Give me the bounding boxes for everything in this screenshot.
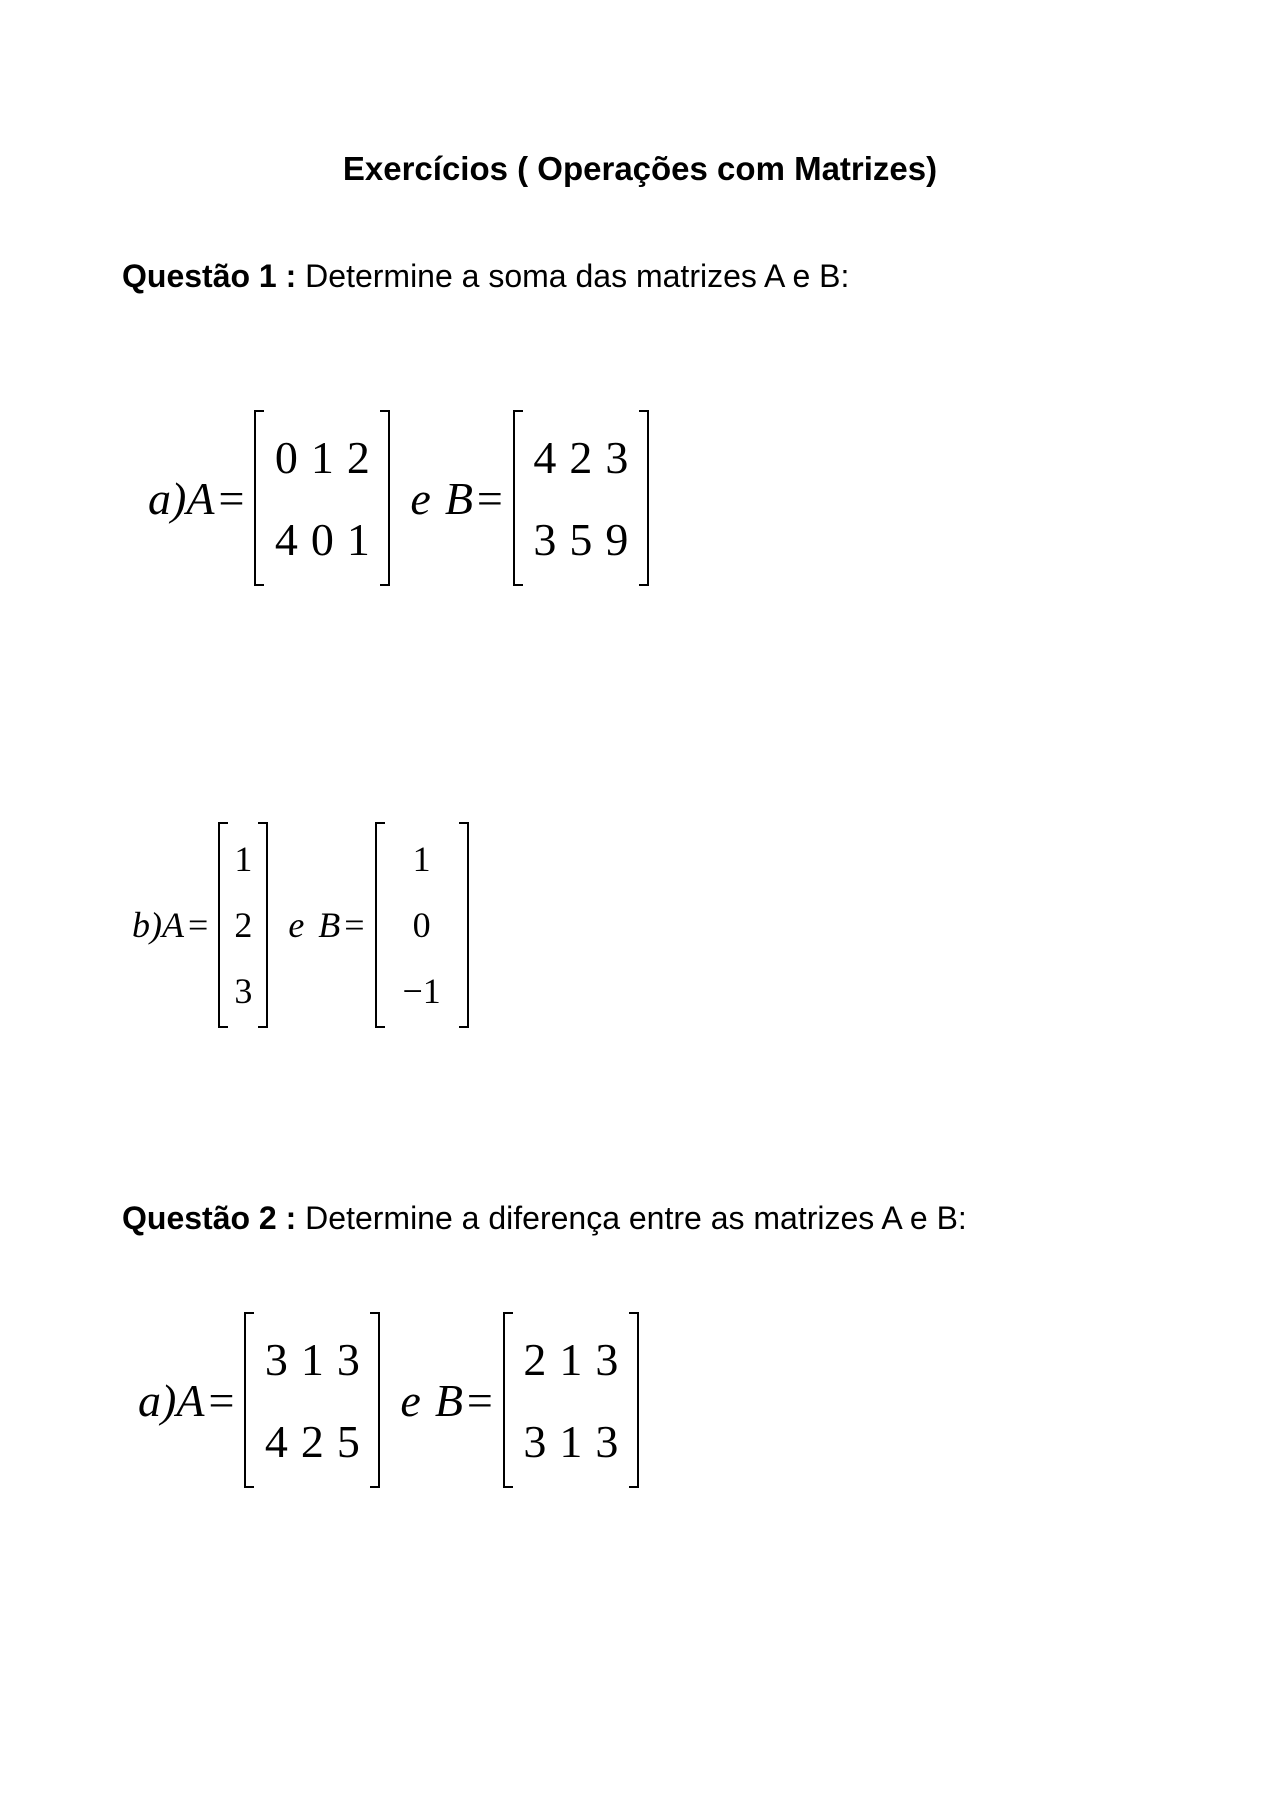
matrix-row <box>268 498 376 580</box>
matrix-cell: 5 <box>569 513 593 565</box>
matrix-cell: 0 <box>274 431 298 483</box>
item-b-prefix: b) <box>132 905 162 945</box>
question-2 <box>122 1200 967 1237</box>
matrix-row <box>230 958 256 1024</box>
question-1-label: Questão 1 : <box>122 258 297 294</box>
question-1-item-a <box>148 410 655 586</box>
matrix-a-name: A <box>186 472 215 524</box>
question-1-text: Determine a soma das matrizes A e B: <box>305 258 850 294</box>
matrix-cell: 1 <box>559 1333 583 1385</box>
matrix-cell: 2 <box>569 431 593 483</box>
matrix-cell: 3 <box>605 431 629 483</box>
question-1 <box>122 258 849 295</box>
question-2-text: Determine a diferença entre as matrizes A e B: <box>305 1200 967 1236</box>
matrix-row <box>387 958 457 1024</box>
matrix-cell: 1 <box>412 839 431 879</box>
matrix-cell: 2 <box>234 905 253 945</box>
conjunction: e <box>400 1374 421 1426</box>
matrix-row <box>258 1318 366 1400</box>
matrix-cell: 2 <box>346 431 370 483</box>
equals-sign: = <box>476 472 503 524</box>
matrix-cell: 9 <box>605 513 629 565</box>
matrix-a <box>254 410 390 586</box>
matrix-cell: 3 <box>264 1333 288 1385</box>
matrix-a <box>244 1312 380 1488</box>
matrix-cell: 1 <box>559 1415 583 1467</box>
equals-sign: = <box>466 1374 493 1426</box>
matrix-b <box>513 410 649 586</box>
matrix-row <box>230 826 256 892</box>
matrix-cell: 4 <box>533 431 557 483</box>
matrix-cell: 4 <box>264 1415 288 1467</box>
matrix-cell: 1 <box>300 1333 324 1385</box>
matrix-cell: 3 <box>523 1415 547 1467</box>
matrix-b-name: B <box>434 1374 463 1426</box>
matrix-cell: 0 <box>310 513 334 565</box>
question-2-item-a <box>138 1312 645 1488</box>
matrix-cell: 3 <box>595 1333 619 1385</box>
matrix-cell: 5 <box>336 1415 360 1467</box>
matrix-row <box>527 498 635 580</box>
question-2-label: Questão 2 : <box>122 1200 297 1236</box>
matrix-a-name: A <box>162 905 184 945</box>
matrix-cell: −1 <box>402 971 441 1011</box>
equals-sign: = <box>208 1374 235 1426</box>
item-a-prefix: a) <box>148 472 187 524</box>
matrix-b-name: B <box>444 472 473 524</box>
equals-sign: = <box>188 905 209 945</box>
conjunction: e <box>288 905 305 945</box>
matrix-cell: 0 <box>412 905 431 945</box>
matrix-cell: 1 <box>346 513 370 565</box>
matrix-cell: 2 <box>300 1415 324 1467</box>
item-a-prefix: a) <box>138 1374 177 1426</box>
matrix-b-name: B <box>318 905 341 945</box>
matrix-row <box>517 1318 625 1400</box>
matrix-cell: 3 <box>595 1415 619 1467</box>
question-1-item-b <box>132 822 475 1028</box>
conjunction: e <box>410 472 431 524</box>
matrix-row <box>527 416 635 498</box>
matrix-cell: 3 <box>336 1333 360 1385</box>
matrix-row <box>230 892 256 958</box>
matrix-cell: 1 <box>310 431 334 483</box>
matrix-a <box>218 822 268 1028</box>
matrix-cell: 3 <box>234 971 253 1011</box>
matrix-cell: 3 <box>533 513 557 565</box>
matrix-row <box>517 1400 625 1482</box>
matrix-a-name: A <box>176 1374 205 1426</box>
equals-sign: = <box>344 905 365 945</box>
matrix-cell: 2 <box>523 1333 547 1385</box>
matrix-row <box>268 416 376 498</box>
matrix-cell: 1 <box>234 839 253 879</box>
matrix-row <box>258 1400 366 1482</box>
matrix-row <box>387 892 457 958</box>
matrix-cell: 4 <box>274 513 298 565</box>
matrix-row <box>387 826 457 892</box>
matrix-b <box>503 1312 639 1488</box>
page-title: Exercícios ( Operações com Matrizes) <box>342 150 938 187</box>
equals-sign: = <box>218 472 245 524</box>
matrix-b <box>375 822 469 1028</box>
